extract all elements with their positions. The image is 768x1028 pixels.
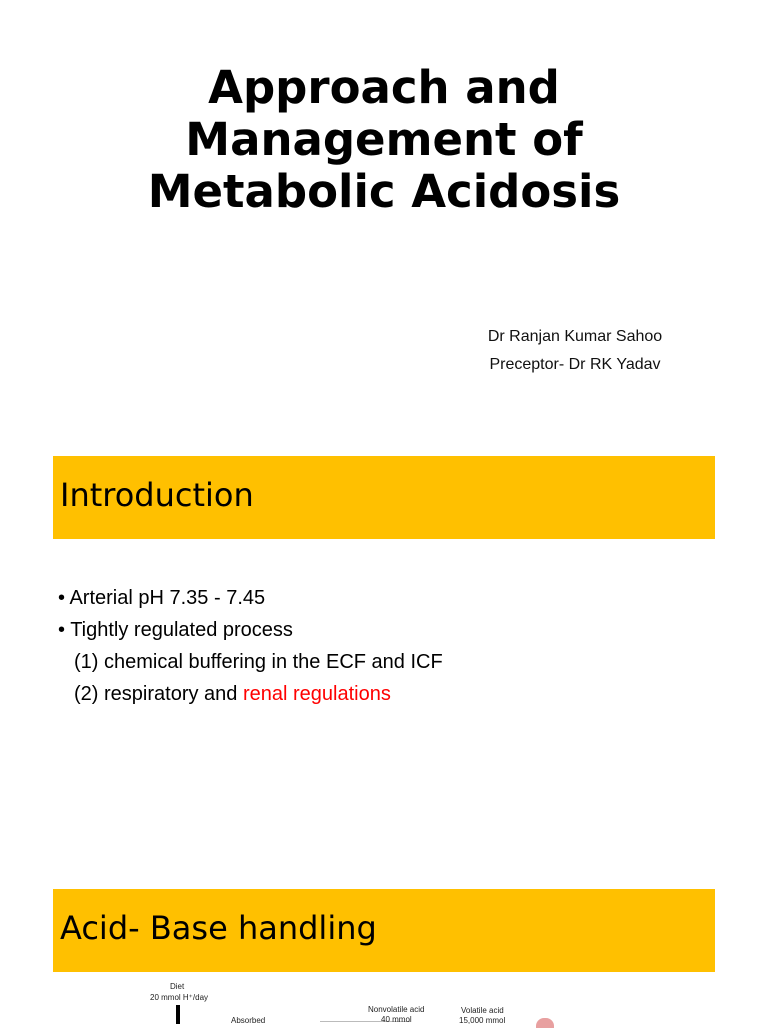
diet-amount: 20 mmol H⁺/day (150, 993, 209, 1002)
volatile-amount: 15,000 mmol (459, 1016, 506, 1025)
introduction-banner (53, 456, 715, 539)
preceptor-name: Preceptor- Dr RK Yadav (489, 356, 661, 373)
down-arrow-icon (176, 1005, 180, 1024)
title-line-2: Management of (185, 113, 583, 166)
acid-base-banner (53, 889, 715, 972)
nonvolatile-label: Nonvolatile acid (368, 1005, 425, 1014)
highlight-text: renal regulations (242, 683, 391, 705)
lung-icon (536, 1018, 554, 1028)
acid-base-heading: Acid- Base handling (60, 909, 377, 947)
title-line-3: Metabolic Acidosis (147, 165, 621, 218)
bullet-item: • Arterial pH 7.35 - 7.45 (58, 587, 266, 609)
bullet-item: • Tightly regulated process (58, 619, 293, 641)
author-name: Dr Ranjan Kumar Sahoo (487, 328, 663, 345)
introduction-bullets (58, 584, 443, 712)
title-line-1: Approach and (208, 61, 560, 114)
slide-title (0, 62, 768, 218)
diet-label: Diet (170, 982, 185, 991)
nonvolatile-amount: 40 mmol (381, 1015, 412, 1024)
sub-item: (1) chemical buffering in the ECF and ICF (74, 651, 443, 673)
sub-item-prefix: (2) respiratory and (74, 683, 243, 705)
bullet-text: Tightly regulated process (70, 619, 293, 641)
volatile-label: Volatile acid (461, 1006, 504, 1015)
introduction-heading: Introduction (60, 476, 254, 514)
sub-item (58, 680, 443, 712)
absorbed-label: Absorbed (231, 1016, 266, 1025)
bullet-text: Arterial pH 7.35 - 7.45 (69, 587, 266, 609)
